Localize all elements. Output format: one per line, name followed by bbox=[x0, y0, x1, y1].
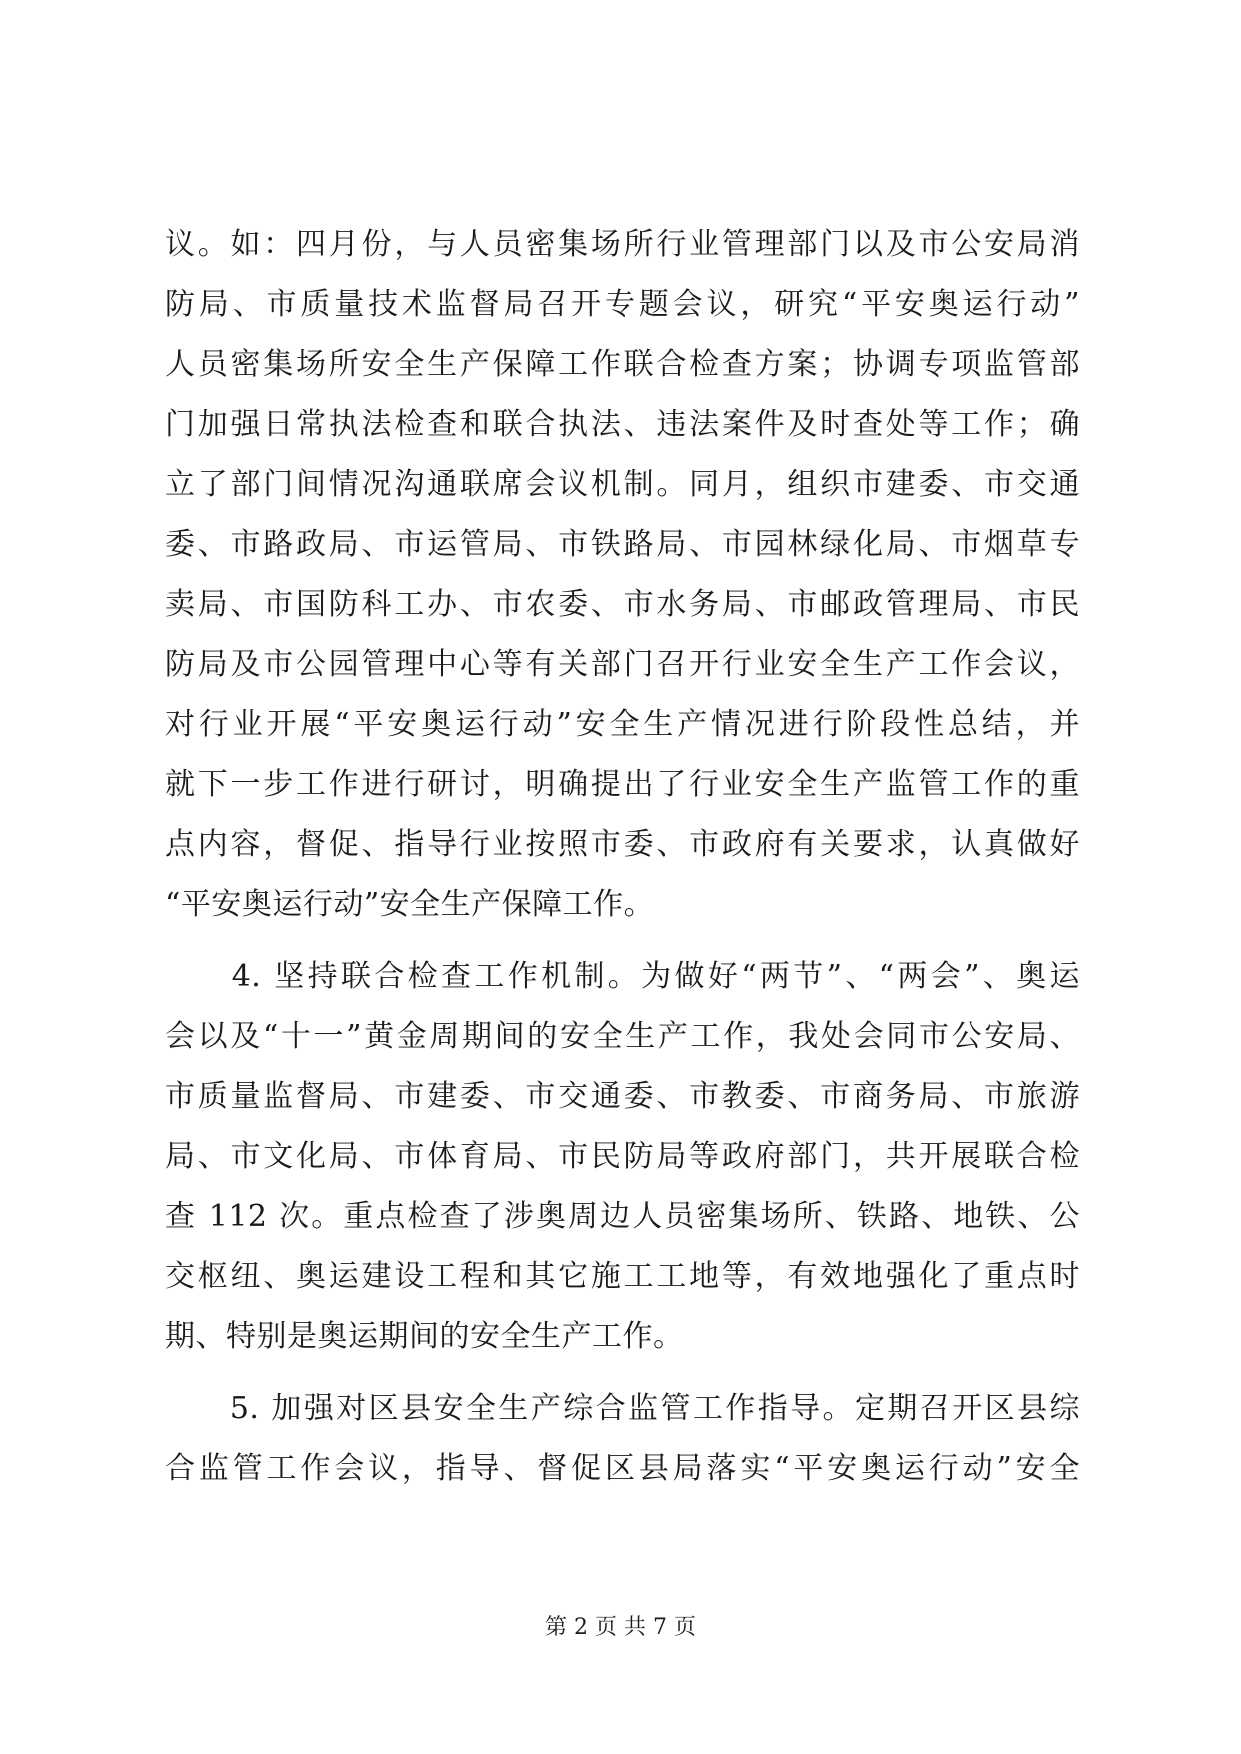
text-line: 门加强日常执法检查和联合执法、违法案件及时查处等工作；确 bbox=[165, 407, 1080, 442]
text-line: 合监管工作会议，指导、督促区县局落实“平安奥运行动”安全 bbox=[165, 1451, 1080, 1486]
text-line: 对行业开展“平安奥运行动”安全生产情况进行阶段性总结，并 bbox=[165, 707, 1080, 742]
text-line: 防局、市质量技术监督局召开专题会议，研究“平安奥运行动” bbox=[165, 287, 1080, 322]
text-line: 会以及“十一”黄金周期间的安全生产工作，我处会同市公安局、 bbox=[165, 1019, 1080, 1054]
text-line: 就下一步工作进行研讨，明确提出了行业安全生产监管工作的重 bbox=[165, 767, 1080, 802]
text-line: 卖局、市国防科工办、市农委、市水务局、市邮政管理局、市民 bbox=[165, 587, 1080, 622]
text-line: 立了部门间情况沟通联席会议机制。同月，组织市建委、市交通 bbox=[165, 467, 1080, 502]
text-line: 人员密集场所安全生产保障工作联合检查方案；协调专项监管部 bbox=[165, 347, 1080, 382]
text-line: 4. 坚持联合检查工作机制。为做好“两节”、“两会”、奥运 bbox=[165, 959, 1080, 994]
text-line: 交枢纽、奥运建设工程和其它施工工地等，有效地强化了重点时 bbox=[165, 1259, 1080, 1294]
page-footer bbox=[0, 1613, 1241, 1643]
text-line: 局、市文化局、市体育局、市民防局等政府部门，共开展联合检 bbox=[165, 1139, 1080, 1174]
text-line: 点内容，督促、指导行业按照市委、市政府有关要求，认真做好 bbox=[165, 827, 1080, 862]
text-line: 期、特别是奥运期间的安全生产工作。 bbox=[165, 1319, 684, 1354]
paragraph-spacer bbox=[165, 1367, 1080, 1379]
text-line: 议。如：四月份，与人员密集场所行业管理部门以及市公安局消 bbox=[165, 227, 1080, 262]
text-line: 市质量监督局、市建委、市交通委、市教委、市商务局、市旅游 bbox=[165, 1079, 1080, 1114]
paragraph-spacer bbox=[165, 935, 1080, 947]
page-number-label: 第 2 页 共 7 页 bbox=[545, 1615, 696, 1640]
document-body bbox=[165, 215, 1080, 1499]
text-line: “平安奥运行动”安全生产保障工作。 bbox=[165, 887, 655, 922]
text-line: 5. 加强对区县安全生产综合监管工作指导。定期召开区县综 bbox=[165, 1391, 1080, 1426]
text-line: 查 112 次。重点检查了涉奥周边人员密集场所、铁路、地铁、公 bbox=[165, 1199, 1080, 1234]
text-line: 防局及市公园管理中心等有关部门召开行业安全生产工作会议， bbox=[165, 647, 1080, 682]
text-line: 委、市路政局、市运管局、市铁路局、市园林绿化局、市烟草专 bbox=[165, 527, 1080, 562]
